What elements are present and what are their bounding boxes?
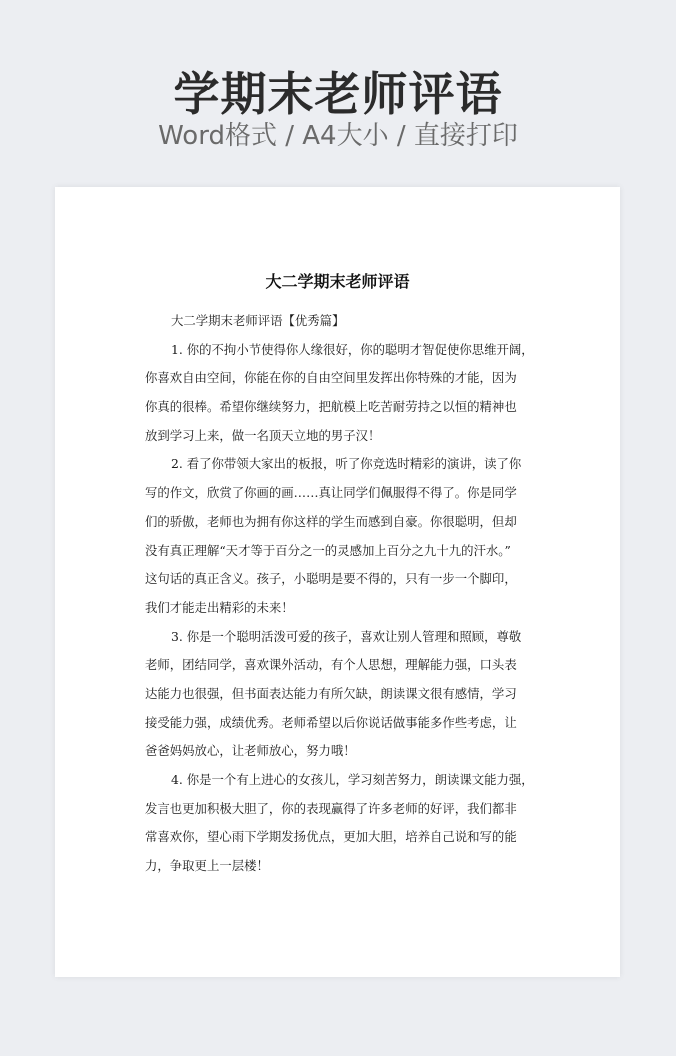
document-title: 大二学期末老师评语 (265, 272, 410, 291)
document-line: 接受能力强，成绩优秀。老师希望以后你说话做事能多作些考虑，让 (145, 714, 517, 730)
document-page (55, 187, 620, 977)
document-line: 达能力也很强，但书面表达能力有所欠缺，朗读课文很有感情，学习 (145, 685, 517, 701)
document-line: 你喜欢自由空间，你能在你的自由空间里发挥出你特殊的才能，因为 (145, 370, 517, 386)
banner-subtitle: Word格式 / A4大小 / 直接打印 (158, 121, 518, 151)
document-line: 放到学习上来，做一名顶天立地的男子汉！ (145, 427, 381, 443)
document-line: 力，争取更上一层楼！ (145, 858, 269, 874)
banner-title: 学期末老师评语 (173, 67, 503, 121)
document-line: 大二学期末老师评语【优秀篇】 (171, 313, 345, 328)
document-line: 老师，团结同学，喜欢课外活动，有个人思想，理解能力强，口头表 (145, 657, 517, 673)
document-body (145, 307, 535, 881)
document-line: 们的骄傲，老师也为拥有你这样的学生而感到自豪。你很聪明，但却 (145, 513, 517, 529)
document-line: 写的作文，欣赏了你画的画……真让同学们佩服得不得了。你是同学 (145, 485, 517, 501)
document-line: 2. 看了你带领大家出的板报，听了你竞选时精彩的演讲，读了你 (171, 456, 522, 472)
document-line: 你真的很棒。希望你继续努力，把航模上吃苦耐劳持之以恒的精神也 (145, 399, 517, 415)
document-line: 3. 你是一个聪明活泼可爱的孩子，喜欢让别人管理和照顾，尊敬 (171, 628, 522, 644)
document-line: 4. 你是一个有上进心的女孩儿，学习刻苦努力，朗读课文能力强， (171, 772, 534, 787)
document-line: 没有真正理解“天才等于百分之一的灵感加上百分之九十九的汗水。” (145, 542, 511, 558)
document-line: 我们才能走出精彩的未来！ (145, 599, 294, 615)
document-line: 发言也更加积极大胆了，你的表现赢得了许多老师的好评，我们都非 (145, 800, 517, 816)
document-line: 1. 你的不拘小节使得你人缘很好，你的聪明才智促使你思维开阔， (171, 341, 534, 357)
header-banner (0, 0, 676, 180)
document-line: 爸爸妈妈放心，让老师放心，努力哦！ (145, 743, 356, 759)
document-line: 常喜欢你，望心雨下学期发扬优点，更加大胆，培养自己说和写的能 (145, 829, 517, 845)
document-line: 这句话的真正含义。孩子，小聪明是要不得的，只有一步一个脚印， (145, 571, 517, 587)
